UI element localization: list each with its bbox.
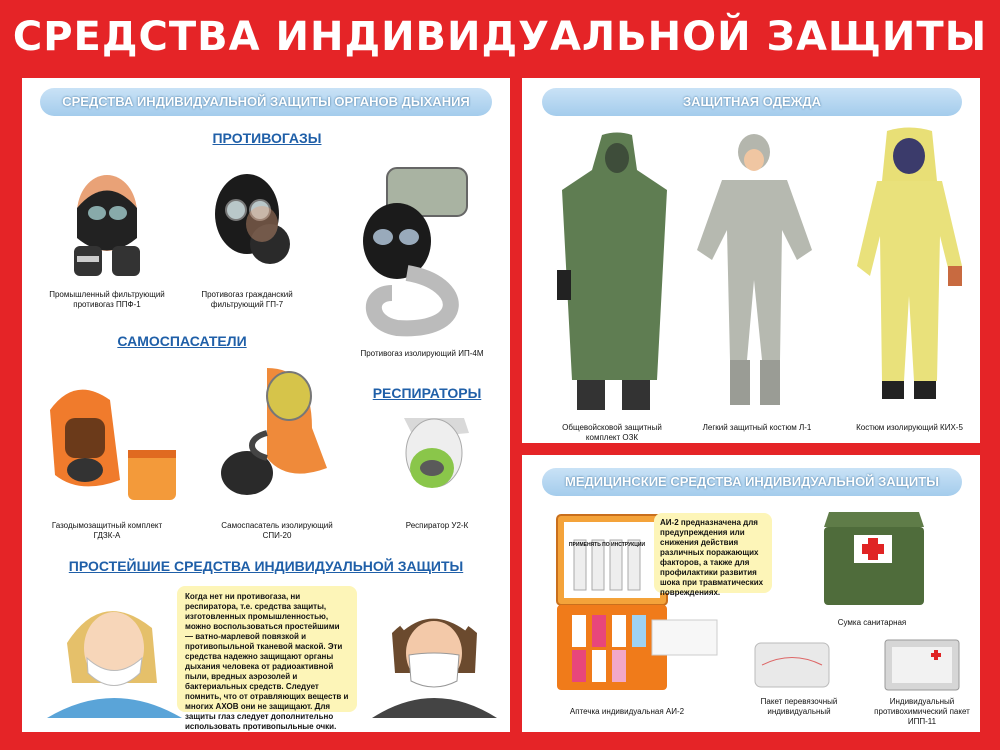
selfrescuer-spi20-image [217,358,337,508]
ai2-note: АИ-2 предназначена для предупреждения или снижения действия различных поражающих факторов, а также для профилактики развития шока при травматических повреждениях. [654,513,772,593]
kih5-suit-image [852,126,967,411]
l1-suit-image [692,130,817,415]
simplest-protection-note: Когда нет ни противогаза, ни респиратора, т.е. средства защиты, изготовленных промышленностью, можно воспользоваться простейшими — ватно-марлевой повязкой и противопыльной тканевой маской. Эти средства надежно защищают органы дыхания человека от радиоактивной пыли, вредных аэрозолей и бактериальных средств. Следует помнить, что от отравляющих веществ и многих АХОВ они не защищают. Для защиты глаз следует дополнительно использовать противопыльные очки. [177,586,357,712]
ipp11-package-image [882,637,962,693]
respiratory-panel [22,78,510,732]
simplest-subhead: ПРОСТЕЙШИЕ СРЕДСТВА ИНДИВИДУАЛЬНОЙ ЗАЩИТЫ [68,558,464,574]
selfrescuers-subhead: САМОСПАСАТЕЛИ [117,333,247,349]
gasmask-ppf1-caption: Промышленный фильтрующий противогаз ППФ-1 [49,290,165,309]
dressing-package-image [752,640,832,690]
ipp11-caption: Индивидуальный противохимический пакет ИПП-11 [874,697,970,726]
l1-caption: Легкий защитный костюм Л-1 [702,423,812,432]
medical-panel [522,455,980,732]
respiratory-header: СРЕДСТВА ИНДИВИДУАЛЬНОЙ ЗАЩИТЫ ОРГАНОВ ДЫХАНИЯ [40,88,492,116]
poster-title: СРЕДСТВА ИНДИВИДУАЛЬНОЙ ЗАЩИТЫ [12,14,988,60]
sanitary-bag-caption: Сумка санитарная [837,618,907,627]
ozk-suit-image [557,130,672,415]
gasmask-ip4m-caption: Противогаз изолирующий ИП-4М [360,349,484,358]
selfrescuer-gdzk-image [40,380,180,510]
gasmask-ppf1-image [62,168,152,283]
dressing-package-caption: Пакет перевязочный индивидуальный [760,697,838,716]
selfrescuer-gdzk-caption: Газодымозащитный комплект ГДЗК-А [51,521,163,540]
woman-with-gauze-bandage-image [42,588,187,718]
gasmask-gp7-caption: Противогаз гражданский фильтрующий ГП-7 [201,290,293,309]
gasmask-ip4m-image [347,163,487,348]
ozk-caption: Общевойсковой защитный комплект ОЗК [562,423,662,442]
clothing-panel [522,78,980,443]
sanitary-bag-image [819,507,929,607]
ai2-kit-label: ПРИМЕНЯТЬ ПО ИНСТРУКЦИИ [568,542,646,548]
ai2-caption: Аптечка индивидуальная АИ-2 [569,707,685,716]
medical-header: МЕДИЦИНСКИЕ СРЕДСТВА ИНДИВИДУАЛЬНОЙ ЗАЩИТЫ [542,468,962,496]
selfrescuer-spi20-caption: Самоспасатель изолирующий СПИ-20 [221,521,333,540]
respirator-u2k-caption: Респиратор У2-К [405,521,469,530]
kih5-caption: Костюм изолирующий КИХ-5 [856,423,963,432]
respirators-subhead: РЕСПИРАТОРЫ [372,385,482,401]
respirator-u2k-image [394,408,484,508]
gasmask-gp7-image [202,166,292,281]
clothing-header: ЗАЩИТНАЯ ОДЕЖДА [542,88,962,116]
woman-with-fabric-mask-image [367,593,502,718]
gasmasks-subhead: ПРОТИВОГАЗЫ [212,130,322,146]
